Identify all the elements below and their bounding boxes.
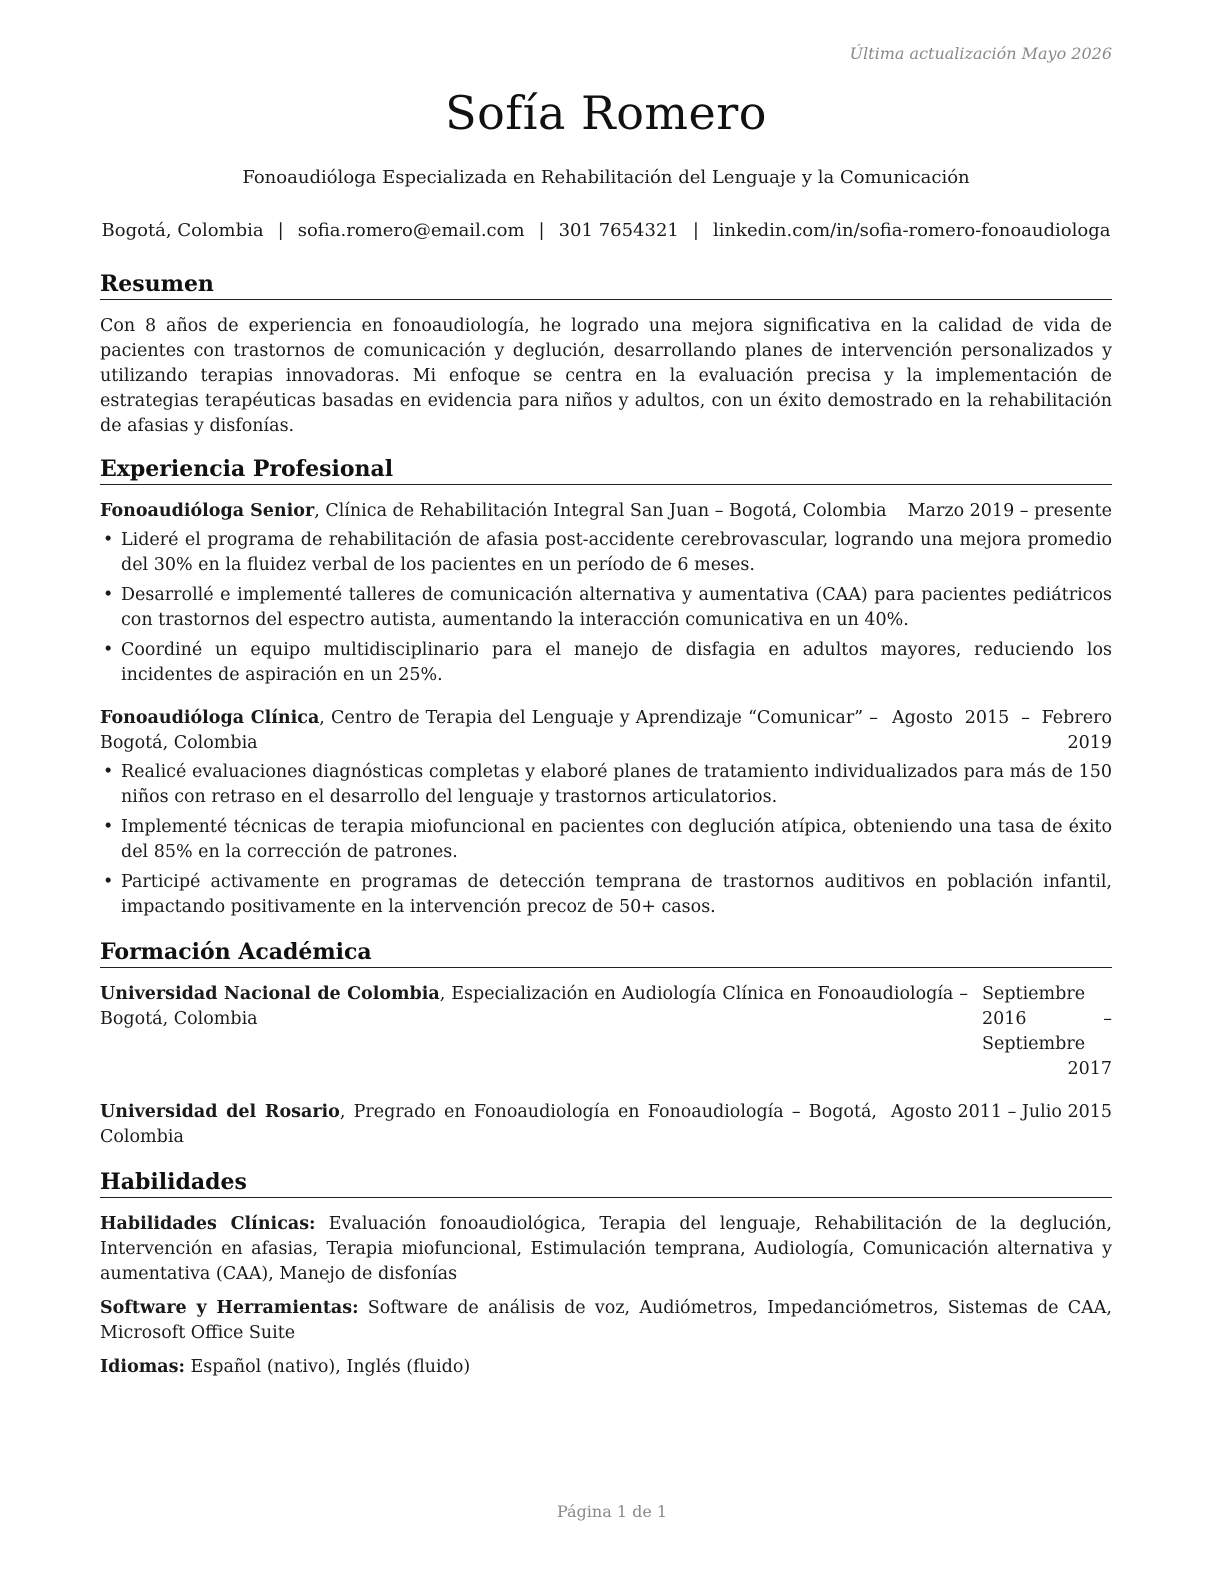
bullet-icon: • [103,530,114,550]
job-bullet [100,870,1112,920]
job-details: , Clínica de Rehabilitación Integral San Juan – Bogotá, Colombia [314,501,887,521]
resume-page [100,0,1112,1584]
section-title-skills: Habilidades [100,1168,1112,1198]
job-role: Fonoaudióloga Senior [100,501,315,521]
section-title-summary: Resumen [100,270,1112,300]
bullet-icon: • [103,817,114,837]
bullet-icon: • [103,762,114,782]
skill-group [100,1212,1112,1287]
candidate-name: Sofía Romero [445,86,767,140]
contact-line [100,220,1112,241]
education-title-line [100,982,982,1032]
education-dates: Septiembre 2016 – Septiembre 2017 [982,984,1112,1079]
job-header [100,706,1112,756]
skill-group-label: Habilidades Clínicas: [100,1214,316,1234]
summary-text: Con 8 años de experiencia en fonoaudiología, he logrado una mejora significativa en la calidad de vida de pacientes con trastornos de comunicación y deglución, desarrollando planes de intervención personalizados y utilizando terapias innovadoras. Mi enfoque se centra en la evaluación precisa y la implementación de estrategias terapéuticas basadas en evidencia para niños y adultos, con un éxito demostrado en la rehabilitación de afasias y disfonías. [100,316,1112,436]
bullet-icon: • [103,585,114,605]
bullet-icon: • [103,872,114,892]
job-role: Fonoaudióloga Clínica [100,708,320,728]
contact-separator: | [692,220,699,241]
job-entry [100,706,1112,920]
skill-group-text: Software de análisis de voz, Audiómetros, Impedanciómetros, Sistemas de CAA, Microsoft Office Suite [100,1298,1112,1343]
page-number: Página 1 de 1 [556,1502,668,1521]
job-bullet [100,583,1112,633]
job-dates: Marzo 2019 – presente [907,501,1112,521]
job-bullet-text: Realicé evaluaciones diagnósticas completas y elaboré planes de tratamiento individualizados para más de 150 niños con retraso en el desarrollo del lenguaje y trastornos articulatorios. [121,762,1112,807]
job-title-line [100,499,908,524]
contact-separator: | [538,220,545,241]
contact-separator: | [277,220,284,241]
education-header [100,982,1112,1082]
professional-headline: Fonoaudióloga Especializada en Rehabilitación del Lenguaje y la Comunicación [242,167,970,188]
contact-linkedin[interactable]: linkedin.com/in/sofia-romero-fonoaudiologa [712,220,1111,241]
section-title-experience: Experiencia Profesional [100,455,1112,485]
skill-group [100,1296,1112,1346]
skill-group-label: Software y Herramientas: [100,1298,359,1318]
job-bullets [100,760,1112,920]
job-header [100,499,1112,524]
job-bullet [100,528,1112,578]
skill-group [100,1355,1112,1380]
job-dates: Agosto 2015 – Febrero 2019 [892,708,1112,753]
skill-group-text: Evaluación fonoaudiológica, Terapia del lenguaje, Rehabilitación de la deglución, Intervención en afasias, Terapia miofuncional, Estimulación temprana, Audiología, Comunicación alternativa y aumentativa (CAA), Manejo de disfonías [100,1214,1112,1284]
job-bullet-text: Implementé técnicas de terapia miofuncional en pacientes con deglución atípica, obteniendo una tasa de éxito del 85% en la corrección de patrones. [121,817,1112,862]
job-bullet-text: Lideré el programa de rehabilitación de afasia post-accidente cerebrovascular, logrando una mejora promedio del 30% en la fluidez verbal de los pacientes en un período de 6 meses. [121,530,1112,575]
job-bullet-text: Coordiné un equipo multidisciplinario para el manejo de disfagia en adultos mayores, reduciendo los incidentes de aspiración en un 25%. [121,640,1112,685]
education-entry [100,982,1112,1082]
skill-group-text: Español (nativo), Inglés (fluido) [184,1357,471,1377]
skills-section [100,1168,1112,1380]
education-dates: Agosto 2011 – Julio 2015 [890,1102,1112,1122]
education-title-line [100,1100,891,1150]
job-bullets [100,528,1112,688]
resume-content [100,270,1112,1389]
skill-group-label: Idiomas: [100,1357,185,1377]
job-bullet-text: Desarrollé e implementé talleres de comunicación alternativa y aumentativa (CAA) para pacientes pediátricos con trastornos del espectro autista, aumentando la interacción comunicativa en un 40%. [121,585,1112,630]
education-institution: Universidad del Rosario [100,1102,340,1122]
contact-email[interactable]: sofia.romero@email.com [297,220,525,241]
education-details: , Especialización en Audiología Clínica en Fonoaudiología – Bogotá, Colombia [100,984,968,1029]
bullet-icon: • [103,640,114,660]
education-institution: Universidad Nacional de Colombia [100,984,440,1004]
job-bullet [100,815,1112,865]
job-bullet [100,760,1112,810]
last-updated: Última actualización Mayo 2026 [849,44,1112,63]
education-entry [100,1100,1112,1150]
section-title-education: Formación Académica [100,938,1112,968]
education-header [100,1100,1112,1150]
job-details: , Centro de Terapia del Lenguaje y Aprendizaje “Comunicar” – Bogotá, Colombia [100,708,878,753]
experience-section [100,455,1112,920]
job-bullet [100,638,1112,688]
education-section [100,938,1112,1150]
job-title-line [100,706,892,756]
job-entry [100,499,1112,688]
contact-location: Bogotá, Colombia [101,220,264,241]
job-bullet-text: Participé activamente en programas de detección temprana de trastornos auditivos en población infantil, impactando positivamente en la intervención precoz de 50+ casos. [121,872,1112,917]
education-details: , Pregrado en Fonoaudiología en Fonoaudiología – Bogotá, Colombia [100,1102,877,1147]
summary-section [100,270,1112,439]
contact-phone: 301 7654321 [558,220,679,241]
